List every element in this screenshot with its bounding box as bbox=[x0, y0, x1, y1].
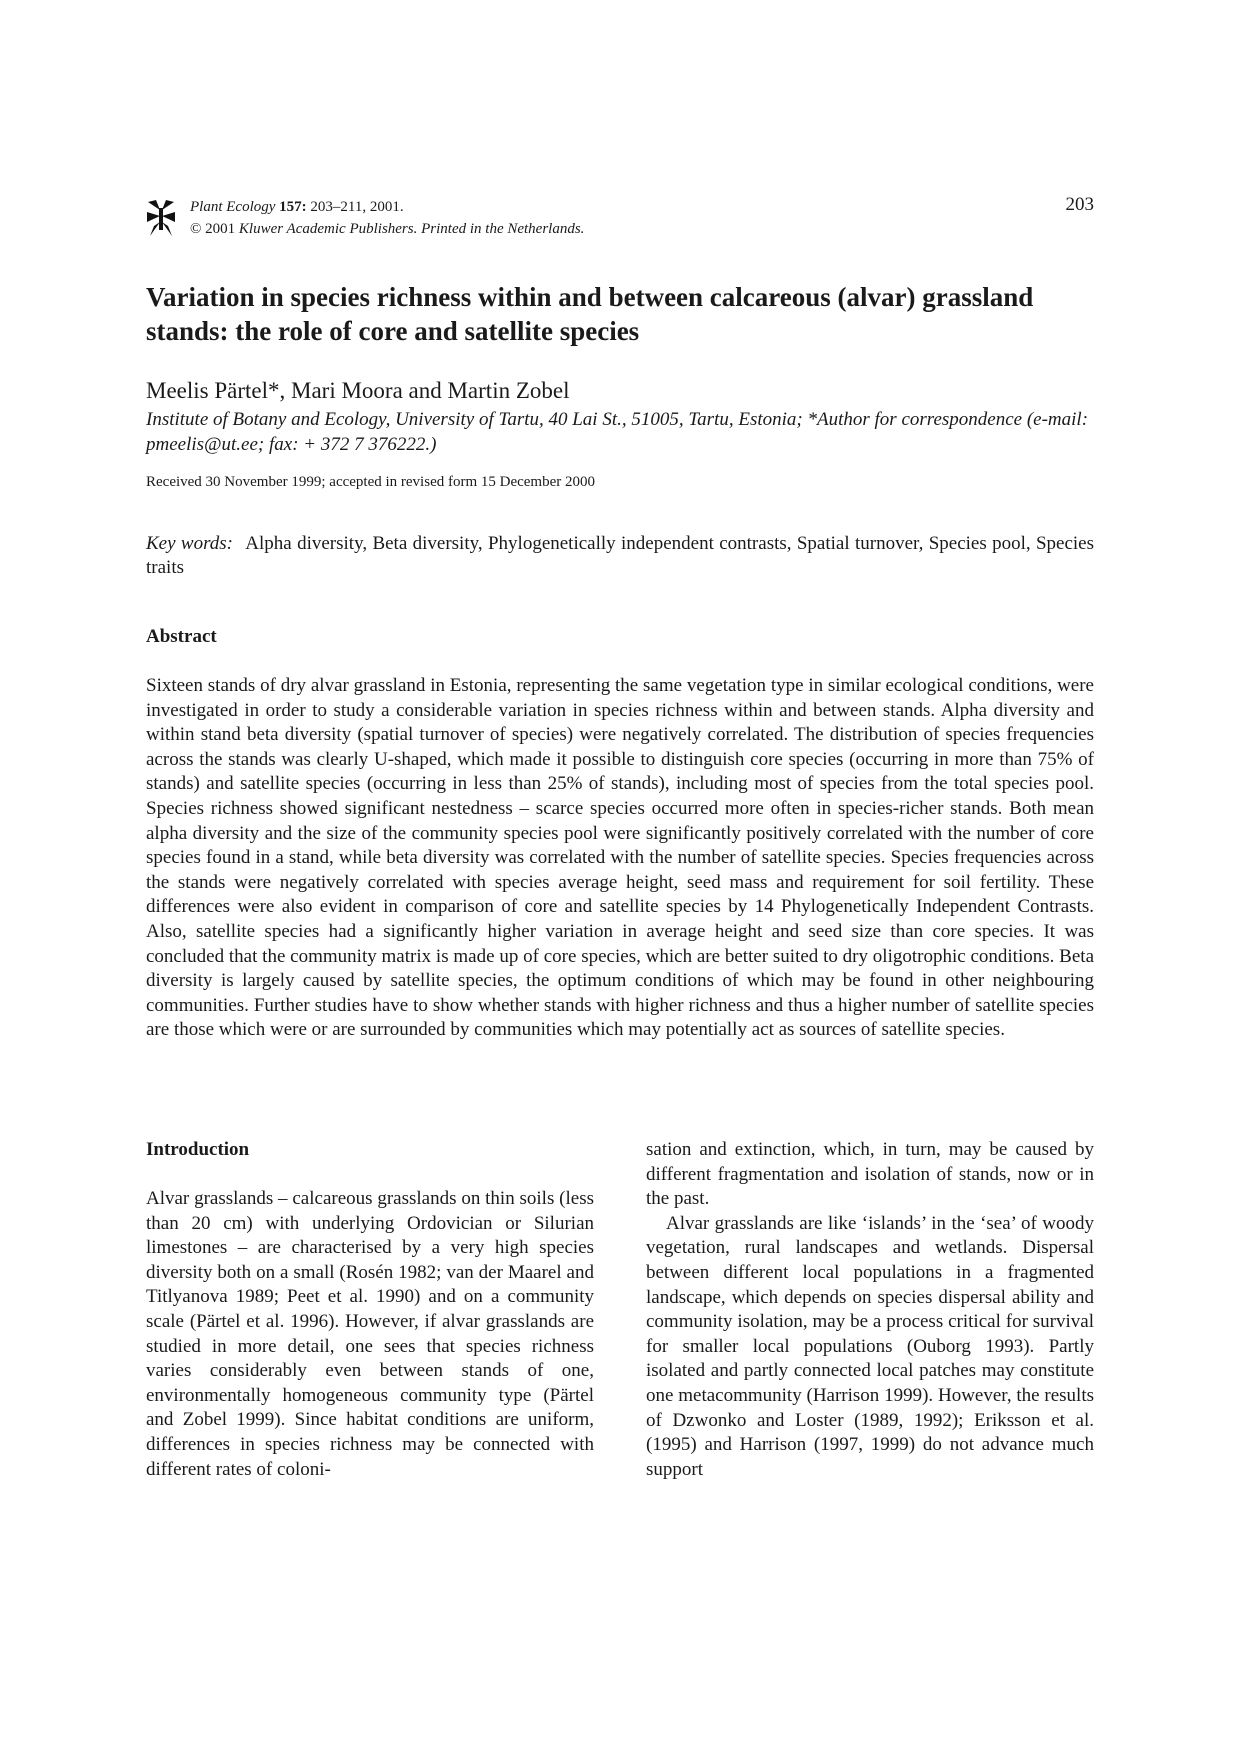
abstract-text: Sixteen stands of dry alvar grassland in Estonia, representing the same vegetation type in similar ecological conditions, were investigated in order to study a considerable variation in species richness within and between stands. Alpha diversity and within stand beta diversity (spatial turnover of species) were negatively correlated. The distribution of species frequencies across the stands was clearly U-shaped, which made it possible to distinguish core species (occurring in more than 75% of stands) and satellite species (occurring in less than 25% of stands), including most of species from the total species pool. Species richness showed significant nestedness – scarce species occurred more often in species-richer stands. Both mean alpha diversity and the size of the community species pool were significantly positively correlated with the number of core species found in a stand, while beta diversity was correlated with the number of satellite species. Species frequencies across the stands were negatively correlated with species average height, seed mass and requirement for soil fertility. These differences were also evident in comparison of core and satellite species by 14 Phylogenetically Independent Contrasts. Also, satellite species had a significantly higher variation in average height and seed size than core species. It was concluded that the community matrix is made up of core species, which are better suited to dry oligotrophic conditions. Beta diversity is largely caused by satellite species, the optimum conditions of which may be found in other neighbouring communities. Further studies have to show whether stands with higher richness and thus a higher number of satellite species are those which were or are surrounded by communities which may potentially act as sources of satellite species. bbox=[146, 675, 1094, 1041]
journal-pages: 203–211, 2001. bbox=[310, 199, 404, 215]
received-dates: Received 30 November 1999; accepted in revised form 15 December 2000 bbox=[146, 474, 596, 490]
intro-paragraph: Alvar grasslands – calcareous grasslands on thin soils (less than 20 cm) with underlying Ordovician or Silurian limestones – are characterised by a very high species diversity both on a small (Rosén 1982; van der Maarel and Titlyanova 1989; Peet et al. 1990) and on a community scale (Pärtel et al. 1996). However, if alvar grasslands are studied in more detail, one sees that species richness varies considerably even between stands of one, environmentally homogeneous community type (Pärtel and Zobel 1999). Since habitat conditions are uniform, differences in species richness may be connected with different rates of coloni- bbox=[146, 1188, 594, 1480]
copyright-text: Kluwer Academic Publishers. Printed in the Netherlands. bbox=[238, 221, 585, 237]
left-column bbox=[146, 1187, 594, 1482]
introduction-heading: Introduction bbox=[146, 1139, 250, 1160]
journal-citation bbox=[190, 196, 584, 240]
publisher-logo-icon bbox=[146, 198, 176, 238]
keywords-label: Key words: bbox=[146, 533, 233, 554]
intro-paragraph-2: Alvar grasslands are like ‘islands’ in the ‘sea’ of woody vegetation, rural landscapes and wetlands. Dispersal between different local populations in a fragmented landscape, which depends on species dispersal ability and community isolation, may be a process critical for survival for smaller local populations (Ouborg 1993). Partly isolated and partly connected local patches may constitute one metacommunity (Harrison 1999). However, the results of Dzwonko and Loster (1989, 1992); Eriksson et al. (1995) and Harrison (1997, 1999) do not advance much support bbox=[646, 1212, 1094, 1480]
article-title: Variation in species richness within and between calcareous (alvar) grassland stands: the role of core and satellite species bbox=[146, 282, 1034, 346]
right-column bbox=[646, 1138, 1094, 1482]
copyright-prefix: © 2001 bbox=[190, 221, 236, 237]
journal-volume: 157: bbox=[279, 199, 307, 215]
abstract-heading: Abstract bbox=[146, 626, 217, 647]
keywords-list: Alpha diversity, Beta diversity, Phylogenetically independent contrasts, Spatial turnover, Species pool, Species traits bbox=[146, 533, 1095, 578]
page-number: 203 bbox=[1065, 194, 1094, 215]
intro-paragraph-continued: sation and extinction, which, in turn, may be caused by different fragmentation and isolation of stands, now or in the past. bbox=[646, 1139, 1094, 1210]
keywords bbox=[146, 532, 1094, 580]
author-affiliation: Institute of Botany and Ecology, University of Tartu, 40 Lai St., 51005, Tartu, Estonia; *Author for correspondence (e-mail: pmeelis@ut.ee; fax: + 372 7 376222.) bbox=[146, 409, 1089, 455]
author-list: Meelis Pärtel*, Mari Moora and Martin Zobel bbox=[146, 378, 570, 403]
journal-name: Plant Ecology bbox=[190, 199, 276, 215]
